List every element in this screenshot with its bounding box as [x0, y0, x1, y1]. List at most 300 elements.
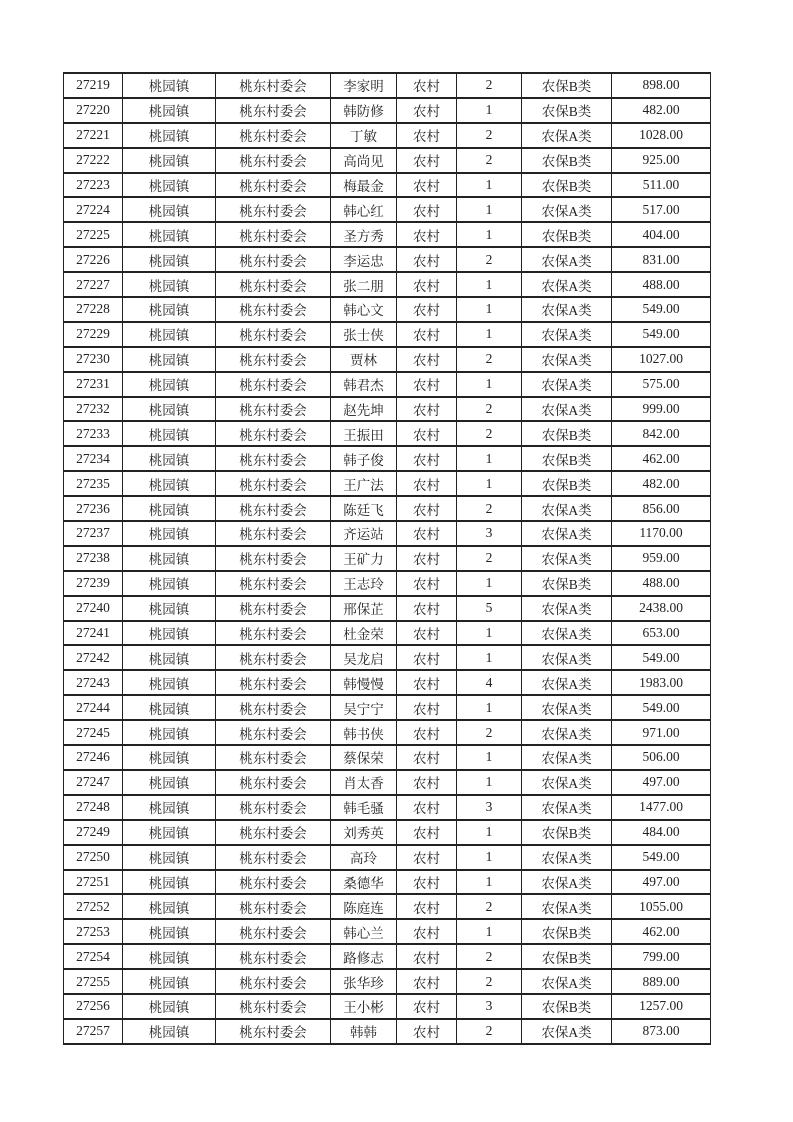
cell-insurance-type: 农保A类: [522, 197, 612, 222]
cell-person-name: 赵先坤: [331, 397, 397, 422]
cell-person-count: 1: [457, 446, 522, 471]
cell-person-count: 2: [457, 347, 522, 372]
cell-town: 桃园镇: [123, 870, 216, 895]
cell-insurance-type: 农保A类: [522, 596, 612, 621]
cell-insurance-type: 农保A类: [522, 894, 612, 919]
cell-category: 农村: [397, 596, 457, 621]
cell-town: 桃园镇: [123, 894, 216, 919]
cell-serial-number: 27245: [64, 720, 123, 745]
cell-amount: 506.00: [612, 745, 711, 770]
cell-insurance-type: 农保A类: [522, 745, 612, 770]
cell-person-count: 1: [457, 571, 522, 596]
cell-person-count: 3: [457, 795, 522, 820]
cell-person-name: 杜金荣: [331, 621, 397, 646]
table-row: [64, 820, 711, 845]
cell-town: 桃园镇: [123, 446, 216, 471]
cell-category: 农村: [397, 720, 457, 745]
table-row: [64, 546, 711, 571]
cell-serial-number: 27240: [64, 596, 123, 621]
table-row: [64, 720, 711, 745]
cell-serial-number: 27244: [64, 695, 123, 720]
cell-person-name: 韩慢慢: [331, 670, 397, 695]
cell-amount: 1055.00: [612, 894, 711, 919]
table-row: [64, 247, 711, 272]
table-row: [64, 571, 711, 596]
cell-person-name: 韩子俊: [331, 446, 397, 471]
cell-category: 农村: [397, 894, 457, 919]
cell-person-count: 3: [457, 521, 522, 546]
cell-insurance-type: 农保A类: [522, 496, 612, 521]
cell-village-committee: 桃东村委会: [216, 720, 331, 745]
cell-category: 农村: [397, 222, 457, 247]
cell-town: 桃园镇: [123, 197, 216, 222]
cell-town: 桃园镇: [123, 919, 216, 944]
cell-town: 桃园镇: [123, 944, 216, 969]
cell-amount: 999.00: [612, 397, 711, 422]
cell-village-committee: 桃东村委会: [216, 446, 331, 471]
cell-person-count: 1: [457, 297, 522, 322]
cell-amount: 1028.00: [612, 123, 711, 148]
cell-village-committee: 桃东村委会: [216, 123, 331, 148]
cell-insurance-type: 农保B类: [522, 820, 612, 845]
cell-amount: 1257.00: [612, 994, 711, 1019]
cell-insurance-type: 农保A类: [522, 247, 612, 272]
cell-amount: 549.00: [612, 297, 711, 322]
cell-insurance-type: 农保B类: [522, 471, 612, 496]
cell-person-count: 2: [457, 944, 522, 969]
cell-category: 农村: [397, 944, 457, 969]
cell-person-name: 梅最金: [331, 173, 397, 198]
cell-serial-number: 27219: [64, 73, 123, 98]
cell-insurance-type: 农保A类: [522, 297, 612, 322]
cell-serial-number: 27226: [64, 247, 123, 272]
cell-person-count: 1: [457, 919, 522, 944]
cell-serial-number: 27253: [64, 919, 123, 944]
cell-town: 桃园镇: [123, 695, 216, 720]
cell-serial-number: 27251: [64, 870, 123, 895]
cell-serial-number: 27234: [64, 446, 123, 471]
table-row: [64, 894, 711, 919]
table-row: [64, 845, 711, 870]
cell-serial-number: 27241: [64, 621, 123, 646]
cell-town: 桃园镇: [123, 297, 216, 322]
cell-person-count: 2: [457, 1019, 522, 1044]
cell-category: 农村: [397, 521, 457, 546]
cell-town: 桃园镇: [123, 845, 216, 870]
cell-person-count: 2: [457, 148, 522, 173]
cell-insurance-type: 农保A类: [522, 969, 612, 994]
cell-insurance-type: 农保B类: [522, 173, 612, 198]
cell-town: 桃园镇: [123, 98, 216, 123]
cell-serial-number: 27224: [64, 197, 123, 222]
cell-category: 农村: [397, 148, 457, 173]
cell-village-committee: 桃东村委会: [216, 272, 331, 297]
cell-village-committee: 桃东村委会: [216, 994, 331, 1019]
cell-village-committee: 桃东村委会: [216, 571, 331, 596]
table-row: [64, 73, 711, 98]
cell-person-name: 邢保芷: [331, 596, 397, 621]
cell-category: 农村: [397, 994, 457, 1019]
cell-insurance-type: 农保A类: [522, 770, 612, 795]
cell-insurance-type: 农保A类: [522, 322, 612, 347]
cell-village-committee: 桃东村委会: [216, 645, 331, 670]
table-row: [64, 197, 711, 222]
cell-category: 农村: [397, 919, 457, 944]
cell-insurance-type: 农保B类: [522, 73, 612, 98]
cell-serial-number: 27254: [64, 944, 123, 969]
cell-person-name: 桑德华: [331, 870, 397, 895]
cell-amount: 549.00: [612, 845, 711, 870]
cell-person-count: 2: [457, 421, 522, 446]
cell-person-count: 2: [457, 73, 522, 98]
table-row: [64, 222, 711, 247]
cell-person-count: 1: [457, 870, 522, 895]
cell-town: 桃园镇: [123, 496, 216, 521]
cell-serial-number: 27249: [64, 820, 123, 845]
table-row: [64, 521, 711, 546]
cell-insurance-type: 农保A类: [522, 870, 612, 895]
cell-amount: 462.00: [612, 446, 711, 471]
table-body: [64, 73, 711, 1044]
cell-person-count: 4: [457, 670, 522, 695]
cell-village-committee: 桃东村委会: [216, 795, 331, 820]
cell-insurance-type: 农保B类: [522, 98, 612, 123]
cell-category: 农村: [397, 372, 457, 397]
cell-town: 桃园镇: [123, 322, 216, 347]
cell-village-committee: 桃东村委会: [216, 148, 331, 173]
cell-serial-number: 27242: [64, 645, 123, 670]
cell-person-count: 1: [457, 745, 522, 770]
cell-category: 农村: [397, 471, 457, 496]
cell-person-name: 韩韩: [331, 1019, 397, 1044]
cell-serial-number: 27232: [64, 397, 123, 422]
cell-village-committee: 桃东村委会: [216, 894, 331, 919]
cell-amount: 873.00: [612, 1019, 711, 1044]
cell-amount: 482.00: [612, 471, 711, 496]
cell-serial-number: 27221: [64, 123, 123, 148]
cell-village-committee: 桃东村委会: [216, 596, 331, 621]
cell-amount: 549.00: [612, 645, 711, 670]
table-row: [64, 645, 711, 670]
cell-village-committee: 桃东村委会: [216, 222, 331, 247]
cell-village-committee: 桃东村委会: [216, 1019, 331, 1044]
cell-insurance-type: 农保B类: [522, 446, 612, 471]
cell-village-committee: 桃东村委会: [216, 297, 331, 322]
cell-category: 农村: [397, 98, 457, 123]
cell-person-count: 1: [457, 695, 522, 720]
table-row: [64, 297, 711, 322]
cell-amount: 831.00: [612, 247, 711, 272]
cell-serial-number: 27239: [64, 571, 123, 596]
cell-person-count: 1: [457, 372, 522, 397]
cell-category: 农村: [397, 845, 457, 870]
cell-town: 桃园镇: [123, 397, 216, 422]
cell-amount: 959.00: [612, 546, 711, 571]
cell-serial-number: 27238: [64, 546, 123, 571]
table-row: [64, 397, 711, 422]
cell-person-count: 1: [457, 197, 522, 222]
cell-serial-number: 27237: [64, 521, 123, 546]
cell-person-count: 5: [457, 596, 522, 621]
table-row: [64, 1019, 711, 1044]
table-row: [64, 123, 711, 148]
cell-category: 农村: [397, 272, 457, 297]
table-row: [64, 496, 711, 521]
cell-amount: 462.00: [612, 919, 711, 944]
cell-amount: 484.00: [612, 820, 711, 845]
cell-serial-number: 27227: [64, 272, 123, 297]
cell-category: 农村: [397, 745, 457, 770]
cell-insurance-type: 农保B类: [522, 944, 612, 969]
cell-village-committee: 桃东村委会: [216, 770, 331, 795]
cell-category: 农村: [397, 347, 457, 372]
cell-town: 桃园镇: [123, 247, 216, 272]
cell-category: 农村: [397, 322, 457, 347]
cell-person-name: 刘秀英: [331, 820, 397, 845]
cell-person-count: 1: [457, 272, 522, 297]
cell-serial-number: 27243: [64, 670, 123, 695]
cell-amount: 925.00: [612, 148, 711, 173]
cell-insurance-type: 农保B类: [522, 148, 612, 173]
cell-town: 桃园镇: [123, 745, 216, 770]
cell-insurance-type: 农保A类: [522, 546, 612, 571]
cell-category: 农村: [397, 73, 457, 98]
cell-amount: 799.00: [612, 944, 711, 969]
cell-person-count: 1: [457, 322, 522, 347]
table-row: [64, 372, 711, 397]
cell-amount: 856.00: [612, 496, 711, 521]
cell-serial-number: 27220: [64, 98, 123, 123]
cell-village-committee: 桃东村委会: [216, 197, 331, 222]
cell-person-count: 1: [457, 222, 522, 247]
table-row: [64, 944, 711, 969]
cell-village-committee: 桃东村委会: [216, 944, 331, 969]
cell-town: 桃园镇: [123, 820, 216, 845]
cell-category: 农村: [397, 571, 457, 596]
cell-category: 农村: [397, 397, 457, 422]
cell-person-name: 陈庭连: [331, 894, 397, 919]
cell-town: 桃园镇: [123, 421, 216, 446]
cell-person-name: 王矿力: [331, 546, 397, 571]
cell-person-name: 高玲: [331, 845, 397, 870]
cell-category: 农村: [397, 870, 457, 895]
payment-roster-table: [63, 72, 711, 1045]
cell-person-name: 韩心文: [331, 297, 397, 322]
cell-village-committee: 桃东村委会: [216, 322, 331, 347]
cell-person-count: 1: [457, 845, 522, 870]
cell-person-name: 圣方秀: [331, 222, 397, 247]
cell-person-count: 2: [457, 969, 522, 994]
cell-insurance-type: 农保B类: [522, 994, 612, 1019]
table-row: [64, 969, 711, 994]
cell-village-committee: 桃东村委会: [216, 397, 331, 422]
cell-insurance-type: 农保A类: [522, 795, 612, 820]
table-row: [64, 322, 711, 347]
cell-insurance-type: 农保A类: [522, 123, 612, 148]
cell-person-name: 丁敏: [331, 123, 397, 148]
cell-insurance-type: 农保A类: [522, 645, 612, 670]
cell-town: 桃园镇: [123, 645, 216, 670]
cell-insurance-type: 农保A类: [522, 521, 612, 546]
cell-category: 农村: [397, 621, 457, 646]
table-row: [64, 670, 711, 695]
cell-person-name: 路修志: [331, 944, 397, 969]
cell-amount: 482.00: [612, 98, 711, 123]
cell-village-committee: 桃东村委会: [216, 98, 331, 123]
cell-serial-number: 27233: [64, 421, 123, 446]
cell-village-committee: 桃东村委会: [216, 347, 331, 372]
cell-town: 桃园镇: [123, 969, 216, 994]
cell-serial-number: 27228: [64, 297, 123, 322]
cell-person-count: 2: [457, 123, 522, 148]
cell-insurance-type: 农保A类: [522, 372, 612, 397]
cell-insurance-type: 农保B类: [522, 421, 612, 446]
cell-amount: 404.00: [612, 222, 711, 247]
cell-person-name: 高尚见: [331, 148, 397, 173]
cell-village-committee: 桃东村委会: [216, 372, 331, 397]
cell-serial-number: 27236: [64, 496, 123, 521]
cell-person-name: 张华珍: [331, 969, 397, 994]
cell-serial-number: 27246: [64, 745, 123, 770]
cell-person-count: 1: [457, 770, 522, 795]
cell-amount: 488.00: [612, 272, 711, 297]
cell-town: 桃园镇: [123, 148, 216, 173]
cell-insurance-type: 农保B类: [522, 571, 612, 596]
cell-town: 桃园镇: [123, 123, 216, 148]
cell-insurance-type: 农保B类: [522, 919, 612, 944]
cell-serial-number: 27225: [64, 222, 123, 247]
cell-category: 农村: [397, 645, 457, 670]
cell-category: 农村: [397, 820, 457, 845]
cell-village-committee: 桃东村委会: [216, 73, 331, 98]
cell-person-name: 王广法: [331, 471, 397, 496]
cell-insurance-type: 农保B类: [522, 222, 612, 247]
table-row: [64, 745, 711, 770]
cell-town: 桃园镇: [123, 222, 216, 247]
cell-insurance-type: 农保A类: [522, 695, 612, 720]
cell-person-name: 李家明: [331, 73, 397, 98]
table-row: [64, 994, 711, 1019]
cell-insurance-type: 农保A类: [522, 397, 612, 422]
cell-serial-number: 27256: [64, 994, 123, 1019]
cell-person-name: 韩君杰: [331, 372, 397, 397]
cell-serial-number: 27248: [64, 795, 123, 820]
cell-person-name: 肖太香: [331, 770, 397, 795]
cell-person-count: 1: [457, 98, 522, 123]
cell-person-name: 王小彬: [331, 994, 397, 1019]
cell-town: 桃园镇: [123, 670, 216, 695]
cell-serial-number: 27229: [64, 322, 123, 347]
cell-person-count: 1: [457, 173, 522, 198]
table-row: [64, 347, 711, 372]
cell-amount: 842.00: [612, 421, 711, 446]
cell-village-committee: 桃东村委会: [216, 471, 331, 496]
cell-person-count: 1: [457, 621, 522, 646]
cell-insurance-type: 农保A类: [522, 720, 612, 745]
cell-village-committee: 桃东村委会: [216, 521, 331, 546]
cell-village-committee: 桃东村委会: [216, 247, 331, 272]
cell-town: 桃园镇: [123, 521, 216, 546]
cell-category: 农村: [397, 123, 457, 148]
cell-category: 农村: [397, 297, 457, 322]
cell-insurance-type: 农保A类: [522, 845, 612, 870]
cell-town: 桃园镇: [123, 795, 216, 820]
cell-serial-number: 27257: [64, 1019, 123, 1044]
cell-category: 农村: [397, 546, 457, 571]
cell-town: 桃园镇: [123, 546, 216, 571]
cell-village-committee: 桃东村委会: [216, 919, 331, 944]
cell-category: 农村: [397, 770, 457, 795]
cell-town: 桃园镇: [123, 347, 216, 372]
cell-village-committee: 桃东村委会: [216, 870, 331, 895]
cell-town: 桃园镇: [123, 621, 216, 646]
cell-village-committee: 桃东村委会: [216, 745, 331, 770]
cell-serial-number: 27222: [64, 148, 123, 173]
cell-person-name: 韩防修: [331, 98, 397, 123]
cell-person-count: 3: [457, 994, 522, 1019]
cell-town: 桃园镇: [123, 471, 216, 496]
cell-village-committee: 桃东村委会: [216, 820, 331, 845]
cell-insurance-type: 农保A类: [522, 670, 612, 695]
cell-amount: 497.00: [612, 770, 711, 795]
cell-person-count: 1: [457, 820, 522, 845]
cell-town: 桃园镇: [123, 372, 216, 397]
cell-village-committee: 桃东村委会: [216, 845, 331, 870]
cell-person-name: 王志玲: [331, 571, 397, 596]
cell-person-count: 2: [457, 894, 522, 919]
cell-amount: 517.00: [612, 197, 711, 222]
table-row: [64, 471, 711, 496]
cell-person-name: 齐运站: [331, 521, 397, 546]
cell-category: 农村: [397, 446, 457, 471]
cell-category: 农村: [397, 1019, 457, 1044]
cell-town: 桃园镇: [123, 173, 216, 198]
table-row: [64, 919, 711, 944]
cell-amount: 575.00: [612, 372, 711, 397]
cell-town: 桃园镇: [123, 596, 216, 621]
cell-amount: 488.00: [612, 571, 711, 596]
cell-amount: 1170.00: [612, 521, 711, 546]
cell-town: 桃园镇: [123, 770, 216, 795]
cell-amount: 898.00: [612, 73, 711, 98]
cell-town: 桃园镇: [123, 73, 216, 98]
cell-person-count: 1: [457, 645, 522, 670]
table-row: [64, 98, 711, 123]
table-row: [64, 695, 711, 720]
cell-category: 农村: [397, 969, 457, 994]
cell-person-count: 1: [457, 471, 522, 496]
cell-person-name: 韩书侠: [331, 720, 397, 745]
table-row: [64, 272, 711, 297]
table-row: [64, 148, 711, 173]
cell-person-name: 李运忠: [331, 247, 397, 272]
cell-person-name: 张士侠: [331, 322, 397, 347]
cell-insurance-type: 农保A类: [522, 272, 612, 297]
cell-village-committee: 桃东村委会: [216, 695, 331, 720]
cell-category: 农村: [397, 173, 457, 198]
cell-category: 农村: [397, 795, 457, 820]
table-row: [64, 421, 711, 446]
cell-person-count: 2: [457, 496, 522, 521]
cell-village-committee: 桃东村委会: [216, 546, 331, 571]
cell-amount: 971.00: [612, 720, 711, 745]
cell-person-name: 王振田: [331, 421, 397, 446]
cell-serial-number: 27247: [64, 770, 123, 795]
cell-insurance-type: 农保A类: [522, 621, 612, 646]
cell-amount: 653.00: [612, 621, 711, 646]
cell-person-name: 韩毛骚: [331, 795, 397, 820]
cell-person-name: 张二朋: [331, 272, 397, 297]
